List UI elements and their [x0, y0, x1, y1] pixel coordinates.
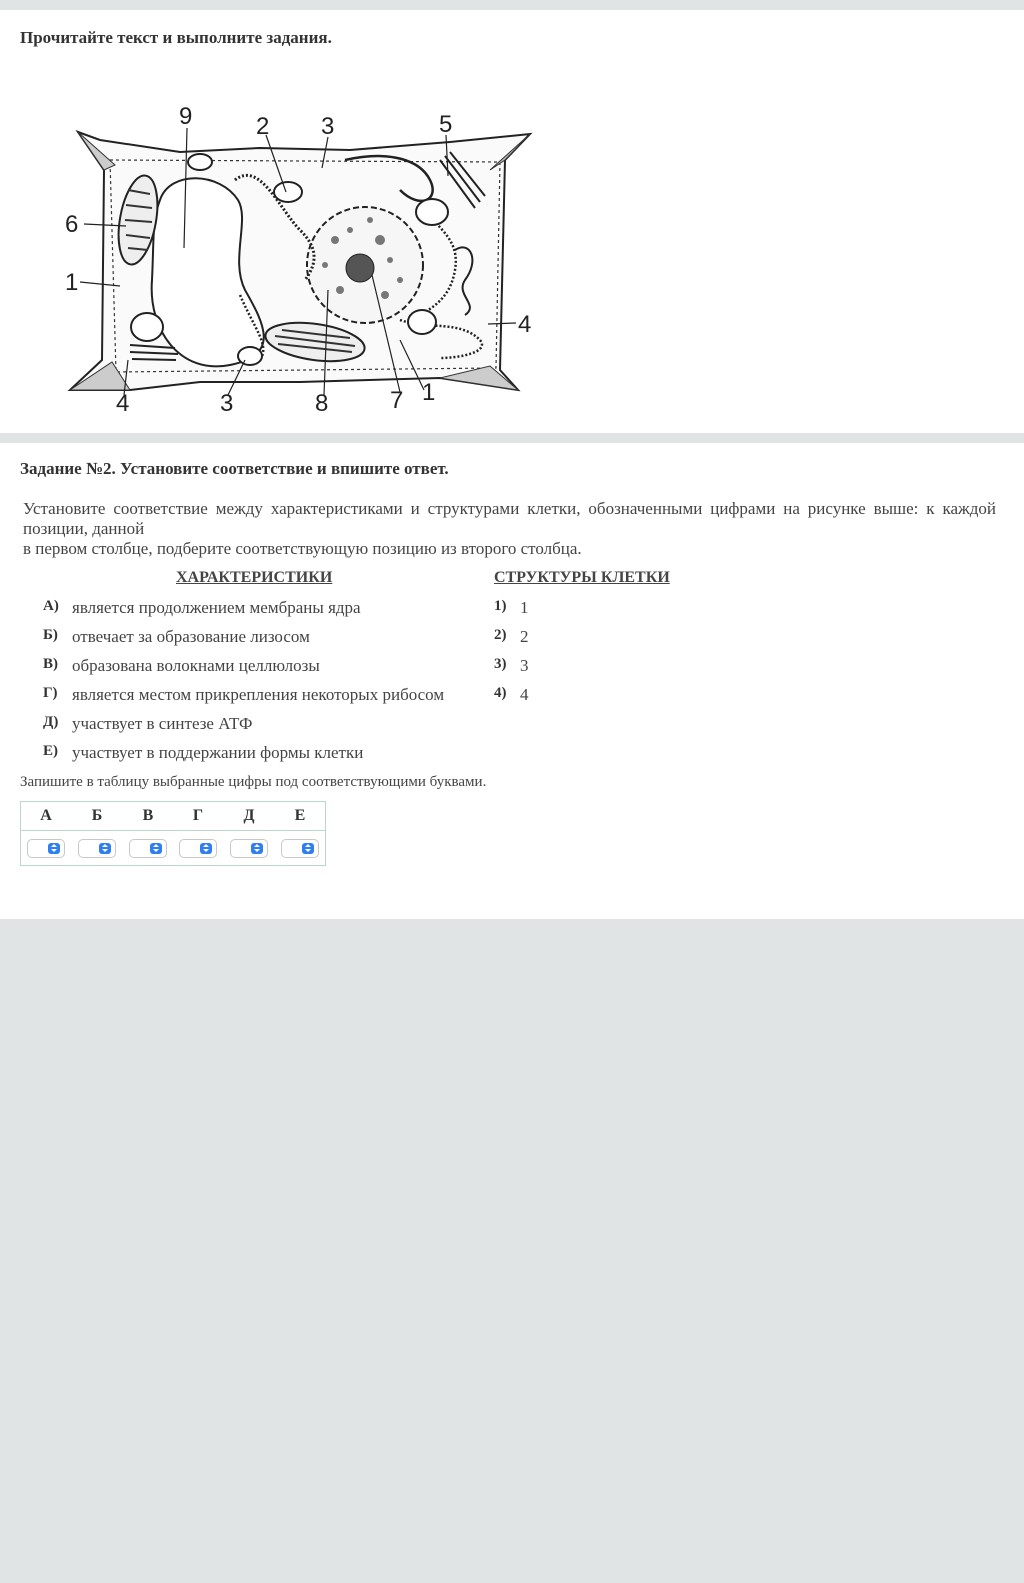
answer-select-e[interactable] [281, 839, 319, 858]
label-5: 5 [439, 111, 453, 138]
characteristic-label: В) [43, 656, 58, 672]
select-arrows-icon [302, 843, 314, 854]
structure-label: 2) [494, 627, 507, 643]
task-text-line-1: Установите соответствие между характеристиками и структурами клетки, обозначенными цифрами на рисунке выше: к каждой позиции, данной [23, 499, 996, 538]
task-panel [0, 443, 1024, 919]
characteristic-text: отвечает за образование лизосом [72, 627, 310, 646]
characteristic-label: Г) [43, 685, 58, 701]
characteristic-text: является местом прикрепления некоторых рибосом [72, 685, 445, 704]
select-arrows-icon [251, 843, 263, 854]
label-9: 9 [179, 103, 193, 130]
answer-select-a[interactable] [27, 839, 65, 858]
answer-header-e: Е [294, 807, 306, 824]
plant-cell-figure [60, 90, 560, 420]
characteristic-label: Д) [43, 714, 59, 730]
answer-header-b: Б [91, 807, 103, 824]
structure-text: 4 [520, 685, 529, 704]
top-strip [0, 0, 1024, 10]
task-title: Задание №2. Установите соответствие и впишите ответ. [20, 459, 449, 478]
structure-label: 4) [494, 685, 507, 701]
label-4-right: 4 [518, 311, 532, 338]
label-7: 7 [390, 387, 404, 414]
characteristic-label: А) [43, 598, 59, 614]
structures-header: СТРУКТУРЫ КЛЕТКИ [494, 569, 670, 586]
label-1-left: 1 [65, 269, 79, 296]
answer-select-g[interactable] [179, 839, 217, 858]
structure-text: 2 [520, 627, 529, 646]
select-arrows-icon [48, 843, 60, 854]
answer-header-d: Д [243, 807, 255, 824]
reading-instruction: Прочитайте текст и выполните задания. [20, 28, 332, 47]
reading-panel [0, 10, 1024, 433]
answer-header-g: Г [192, 807, 204, 824]
label-4-bottom: 4 [116, 390, 130, 417]
label-2: 2 [256, 113, 270, 140]
structure-label: 1) [494, 598, 507, 614]
label-6: 6 [65, 211, 79, 238]
label-3-top: 3 [321, 113, 335, 140]
structure-text: 1 [520, 598, 529, 617]
answer-header-v: В [142, 807, 154, 824]
answer-instruction: Запишите в таблицу выбранные цифры под соответствующими буквами. [20, 774, 487, 790]
answer-select-d[interactable] [230, 839, 268, 858]
characteristic-label: Б) [43, 627, 58, 643]
answer-table [20, 801, 326, 866]
structure-text: 3 [520, 656, 529, 675]
select-arrows-icon [200, 843, 212, 854]
structure-label: 3) [494, 656, 507, 672]
characteristic-text: участвует в поддержании формы клетки [72, 743, 364, 762]
characteristic-text: участвует в синтезе АТФ [72, 714, 253, 733]
characteristic-text: является продолжением мембраны ядра [72, 598, 361, 617]
answer-select-b[interactable] [78, 839, 116, 858]
task-text-line-2: в первом столбце, подберите соответствующую позицию из второго столбца. [23, 539, 582, 558]
characteristic-text: образована волокнами целлюлозы [72, 656, 320, 675]
label-3-bottom: 3 [220, 390, 234, 417]
answer-table-header [21, 802, 325, 831]
select-arrows-icon [150, 843, 162, 854]
label-1-bottom: 1 [422, 379, 436, 406]
characteristic-label: Е) [43, 743, 58, 759]
answer-header-a: А [40, 807, 52, 824]
label-8: 8 [315, 390, 329, 417]
select-arrows-icon [99, 843, 111, 854]
answer-select-v[interactable] [129, 839, 167, 858]
characteristics-header: ХАРАКТЕРИСТИКИ [176, 569, 333, 586]
task-text [23, 499, 996, 559]
